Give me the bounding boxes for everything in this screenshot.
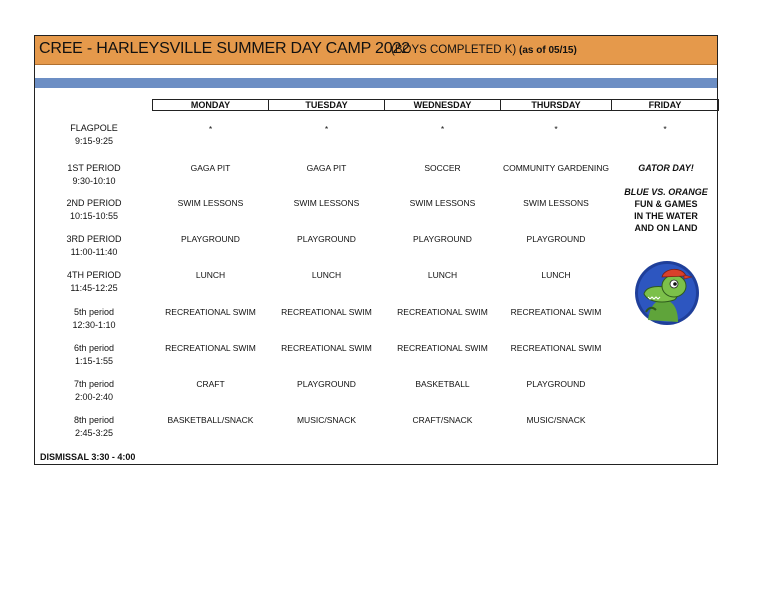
period-label (35, 162, 153, 188)
activity-cell: * (440, 124, 445, 134)
activity-cell: PLAYGROUND (526, 234, 586, 244)
period-time: 2:45-3:25 (74, 428, 114, 438)
day-header-thursday: THURSDAY (500, 99, 612, 111)
period-name: 5th period (73, 307, 115, 317)
activity-cell: SWIM LESSONS (177, 198, 244, 208)
period-label (35, 378, 153, 404)
activity-cell: SWIM LESSONS (523, 198, 589, 208)
activity-cell: CRAFT/SNACK (412, 415, 473, 425)
activity-cell: LUNCH (195, 270, 226, 280)
period-time: 9:30-10:10 (72, 176, 116, 186)
gator-mascot-icon (634, 260, 700, 326)
friday-headline: GATOR DAY! (638, 163, 694, 173)
period-name: 6th period (73, 343, 115, 353)
activity-cell: PLAYGROUND (526, 379, 586, 389)
period-time: 9:15-9:25 (74, 136, 114, 146)
period-time: 12:30-1:10 (72, 320, 116, 330)
activity-cell: BASKETBALL/SNACK (167, 415, 254, 425)
friday-line-4: AND ON LAND (634, 223, 698, 233)
friday-line-1: BLUE VS. ORANGE (624, 187, 708, 197)
day-header-wednesday: WEDNESDAY (384, 99, 501, 111)
title-bar (35, 36, 717, 65)
period-time: 11:45-12:25 (70, 283, 118, 293)
activity-cell: LUNCH (541, 270, 571, 280)
activity-cell: RECREATIONAL SWIM (510, 343, 602, 353)
as-of-date: (as of 05/15) (519, 45, 577, 56)
activity-cell: * (324, 124, 329, 134)
activity-cell: * (554, 124, 558, 134)
dismissal-time: DISMISSAL 3:30 - 4:00 (40, 452, 136, 462)
activity-cell: GAGA PIT (190, 163, 231, 173)
period-name: 8th period (73, 415, 115, 425)
activity-cell: RECREATIONAL SWIM (397, 343, 488, 353)
period-name: 7th period (73, 379, 115, 389)
activity-cell: RECREATIONAL SWIM (165, 307, 256, 317)
activity-cell: SOCCER (424, 163, 461, 173)
period-time: 11:00-11:40 (70, 247, 118, 257)
period-label (35, 269, 153, 295)
page-title: CREE - HARLEYSVILLE SUMMER DAY CAMP 2022 (39, 40, 410, 57)
page-subtitle: (BOYS COMPLETED K) (391, 44, 517, 56)
activity-cell: RECREATIONAL SWIM (281, 343, 372, 353)
period-name: 2ND PERIOD (66, 198, 122, 208)
day-header-tuesday: TUESDAY (268, 99, 385, 111)
day-header-monday: MONDAY (152, 99, 269, 111)
activity-cell: CRAFT (196, 379, 225, 389)
activity-cell: MUSIC/SNACK (526, 415, 586, 425)
period-label (35, 306, 153, 332)
activity-cell: RECREATIONAL SWIM (281, 307, 372, 317)
activity-cell: GAGA PIT (306, 163, 347, 173)
friday-line-2: FUN & GAMES (634, 199, 698, 209)
activity-cell: SWIM LESSONS (409, 198, 476, 208)
period-time: 2:00-2:40 (74, 392, 114, 402)
period-label (35, 414, 153, 440)
activity-cell: * (208, 124, 213, 134)
activity-cell: COMMUNITY GARDENING (502, 163, 610, 173)
period-time: 1:15-1:55 (74, 356, 114, 366)
activity-cell: RECREATIONAL SWIM (397, 307, 488, 317)
period-label (35, 197, 153, 223)
blue-divider-bar (35, 78, 717, 88)
period-name: 1ST PERIOD (67, 163, 121, 173)
schedule-sheet (34, 35, 718, 465)
activity-cell: MUSIC/SNACK (296, 415, 357, 425)
period-name: 3RD PERIOD (66, 234, 122, 244)
period-time: 10:15-10:55 (69, 211, 119, 221)
activity-cell: PLAYGROUND (297, 234, 356, 244)
activity-cell: LUNCH (311, 270, 342, 280)
period-label (35, 233, 153, 259)
day-header-friday: FRIDAY (611, 99, 719, 111)
activity-cell: BASKETBALL (415, 379, 470, 389)
activity-cell: RECREATIONAL SWIM (510, 307, 602, 317)
period-label (35, 342, 153, 368)
period-name: FLAGPOLE (70, 123, 118, 133)
activity-cell: RECREATIONAL SWIM (165, 343, 256, 353)
period-label (35, 122, 153, 148)
activity-cell: PLAYGROUND (297, 379, 356, 389)
activity-cell: PLAYGROUND (413, 234, 472, 244)
activity-cell: LUNCH (427, 270, 458, 280)
friday-line-3: IN THE WATER (634, 211, 698, 221)
activity-cell: SWIM LESSONS (293, 198, 360, 208)
activity-cell: PLAYGROUND (181, 234, 240, 244)
activity-cell: * (663, 124, 667, 134)
period-name: 4TH PERIOD (66, 270, 121, 280)
